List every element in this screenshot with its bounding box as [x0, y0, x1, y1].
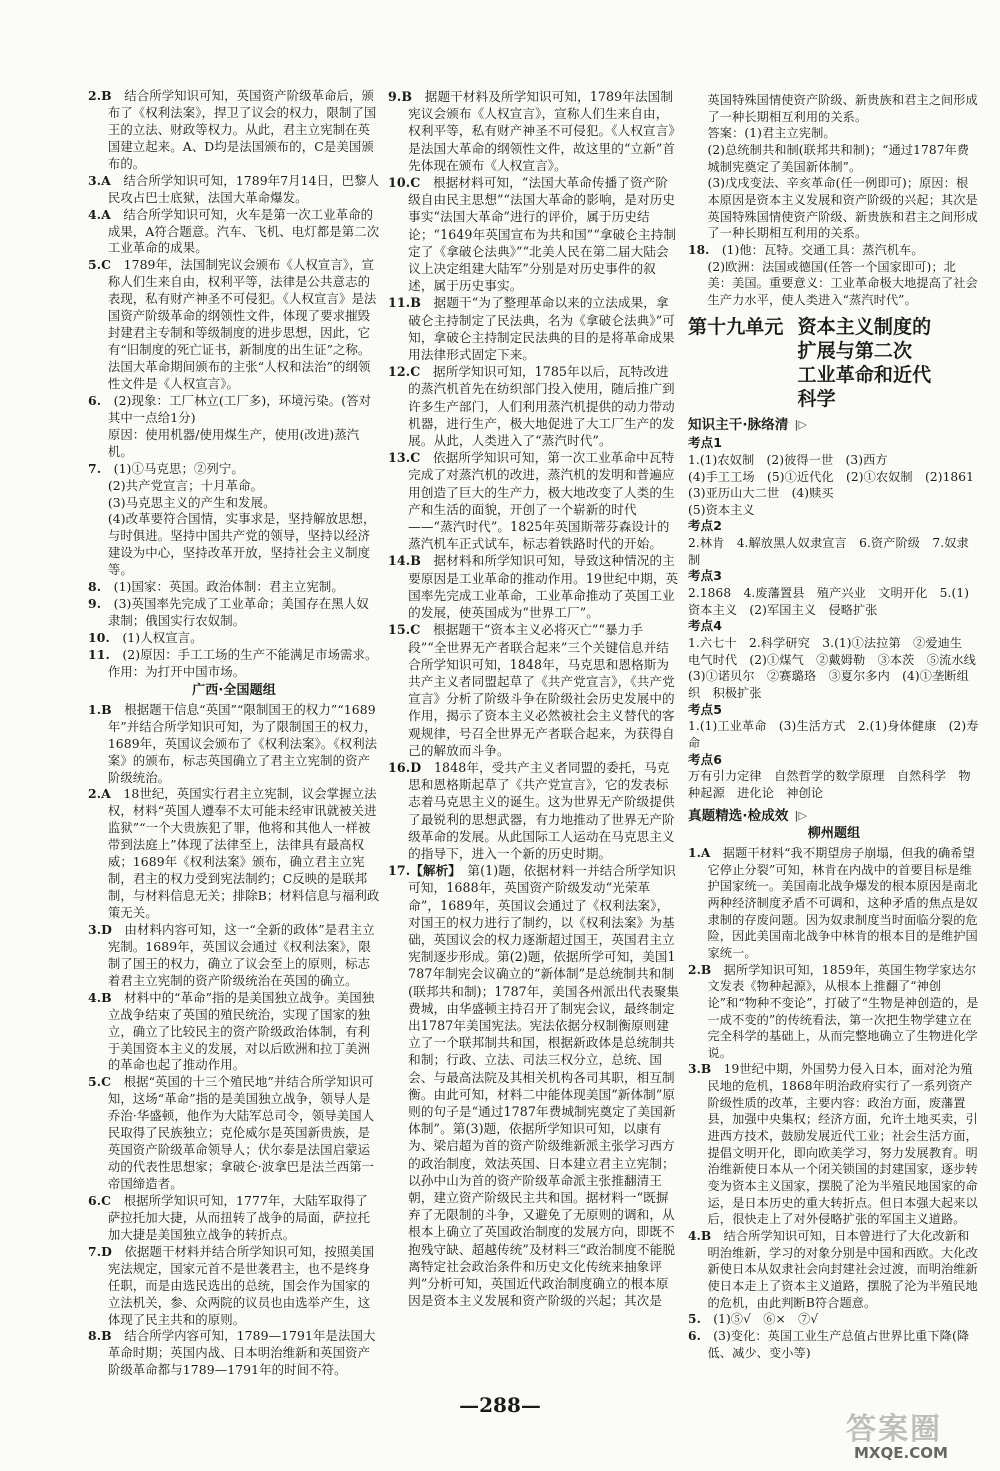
- question-number: 9.: [88, 596, 102, 612]
- answer-text: 结合所学内容可知，1789—1791年是法国大革命时期；英国内战、日本明治维新和英国资产阶级革命都与1789—1791年的时间不符。: [107, 1328, 376, 1378]
- question-number: 1.A: [688, 845, 711, 860]
- section-title: 知识主干·脉络清: [688, 416, 789, 433]
- answer-text: 结合所学知识可知，火车是第一次工业革命的成果，A符合题意。汽车、飞机、电灯都是第二次工业革命的成果。: [107, 206, 380, 256]
- answer-paragraph: [688, 1328, 980, 1361]
- question-number: 15.C: [388, 622, 421, 638]
- answer-text: 答案：(1)君主立宪制。: [707, 126, 836, 141]
- answer-text: 1789年，法国制宪议会颁布《人权宣言》，宣称人们生来自由，权利平等，法律是公共意志的表现，私有财产神圣不可侵犯。《人权宣言》是法国资产阶级革命的纲领性文件，体现了要求摧毁封建君主专制和等级制度的进步思想，因此，它有“旧制度的死亡证书，新制度的出生证”之称。法国大革命期间颁布的主张“人权和法治”的纲领性文件是《人权宣言》。: [107, 257, 377, 391]
- answer-text: 由材料内容可知，这一“全新的政体”是君主立宪制。1689年，英国议会通过《权利法案》，限制了国王的权力，确立了议会至上的原则，标志着君主立宪制的资产阶级统治在英国的确立。: [107, 921, 375, 988]
- question-number: 2.B: [688, 962, 712, 977]
- question-number: 11.: [88, 646, 110, 662]
- question-number: 10.: [88, 630, 110, 645]
- question-number: 4.A: [88, 206, 111, 222]
- answer-paragraph: [88, 1328, 380, 1379]
- question-number: 9.B: [388, 89, 413, 104]
- question-number: 3.B: [688, 1062, 712, 1077]
- key-point-answers: 万有引力定律 自然哲学的数学原理 自然科学 物种起源 进化论 神创论: [688, 769, 971, 800]
- key-point-label: 考点3: [688, 568, 722, 584]
- answer-text: 原因：使用机器/使用煤生产，使用(改进)蒸汽机。: [107, 426, 360, 459]
- watermark-text: 答案圈: [846, 1412, 942, 1447]
- answer-paragraph: [88, 88, 380, 173]
- answer-text: 1848年，受共产主义者同盟的委托，马克思和恩格斯起草了《共产党宣言》，它的发表标志着马克思主义的诞生。这为世界无产阶级提供了最锐利的思想武器，有力地推动了世界无产阶级革命的发展。从此国际工人运动在马克思主义的指导下，进入一个新的历史时期。: [408, 759, 675, 861]
- question-number: 5.C: [88, 1074, 112, 1090]
- answer-paragraph: [688, 1311, 980, 1328]
- answer-text: (1)人权宣言。: [122, 630, 203, 645]
- answer-continuation: [688, 92, 980, 309]
- key-point-answers: (5)资本主义: [688, 502, 755, 517]
- question-number: 8.: [88, 579, 102, 595]
- answer-paragraph: [88, 173, 380, 207]
- answer-text: 结合所学知识可知，日本曾进行了大化改新和明治维新，学习的对象分别是中国和西欧。大化改新使日本从奴隶社会向封建社会过渡，而明治维新使日本走上了资本主义道路，摆脱了沦为半殖民地的危机，由此判断B符合题意。: [707, 1229, 978, 1310]
- answer-text: 据所学知识可知，1785年以后，瓦特改进的蒸汽机首先在纺织部门投入使用，随后推广到许多生产部门，人们利用蒸汽机提供的动力带动机器，进行生产，极大地促进了大工厂生产的发展。从此，人类进入了“蒸汽时代”。: [408, 364, 675, 449]
- section-heading-exam: [688, 808, 980, 825]
- key-point-label: 考点2: [688, 518, 722, 534]
- answer-paragraph: [388, 174, 680, 294]
- column-left: [88, 88, 380, 1379]
- answer-paragraph: [388, 294, 680, 363]
- answer-paragraph: [88, 427, 380, 461]
- answer-text: 根据题干信息“英国”“限制国王的权力”“1689年”并结合所学知识可知，为了限制国王的权力，1689年，英国议会颁布了《权利法案》。《权利法案》的颁布，标志英国确立了君主立宪制的资产阶级统治。: [107, 701, 378, 785]
- arrow-icon: |▷: [794, 417, 808, 431]
- answer-paragraph: [688, 142, 980, 175]
- watermark-url: MXQE.COM: [854, 1444, 948, 1462]
- answer-paragraph: [88, 1244, 380, 1329]
- key-point-answers: (4)手工工场 (5)①近代化 (2)①农奴制 (2)1861 (3)亚历山大二世 (4)赎买: [688, 469, 987, 501]
- answer-paragraph: [88, 647, 380, 681]
- question-number: 12.C: [388, 364, 421, 380]
- answer-text: (2)欧洲：法国或德国(任答一个国家即可)；北美：美国。重要意义：工业革命极大地提高了社会生产力水平，使人类进入“蒸汽时代”。: [707, 259, 978, 307]
- answer-paragraph: [88, 990, 380, 1075]
- unit-number: 第十九单元: [688, 315, 784, 338]
- answer-text: (2)现象：工厂林立(工厂多)，环境污染。(答对其中一点给1分): [107, 392, 372, 425]
- question-number: 3.D: [88, 921, 112, 937]
- answer-text: (3)英国率先完成了工业革命；美国存在黑人奴隶制；俄国实行农奴制。: [107, 596, 369, 629]
- key-point-answers: 2.林肯 4.解放黑人奴隶宣言 6.资产阶级 7.奴隶制: [688, 536, 969, 567]
- section-title: 真题精选·检成效: [688, 807, 789, 824]
- answer-paragraph: [388, 363, 680, 449]
- answer-paragraph: [88, 630, 380, 647]
- question-number: 4.B: [688, 1229, 712, 1244]
- answer-text: 据题干“为了整理革命以来的立法成果，拿破仑主持制定了民法典，名为《拿破仑法典》”可知，拿破仑主持制定民法典的目的是将革命成果用法律形式固定下来。: [408, 295, 675, 363]
- answer-text: 结合所学知识可知，英国资产阶级革命后，颁布了《权利法案》，捍卫了议会的权力，限制了国王的立法、财政等权力。从此，君主立宪制在英国建立起来。A、D均是法国颁布的，C是美国颁布的。: [107, 88, 377, 171]
- answer-text: (1)①马克思；②列宁。: [113, 460, 244, 476]
- answer-text: 据所学知识可知，1859年，英国生物学家达尔文发表《物种起源》，从根本上推翻了“神创论”和“物种不变论”，打破了“生物是神创造的，是一成不变的”的传统看法，第一次把生物学建立在完全科学的基础上，从而完整地确立了生物进化学说。: [707, 962, 979, 1060]
- question-number: 8.B: [88, 1328, 112, 1344]
- key-point-answers: 1.六七十 2.科学研究 3.(1)①法拉第 ②爱迪生 电气时代 (2)①煤气 ②戴姆勒 ③本茨 ⑤流水线 (3)①诺贝尔 ②赛璐珞 ③夏尔多内 (4)①垄断组织 积极扩张: [688, 636, 989, 701]
- answer-text: 第(1)题，依据材料一并结合所学知识可知，1688年，英国资产阶级发动“光荣革命”，1689年，英国议会通过了《权利法案》，对国王的权力进行了制约，以《权利法案》为基础，英国议会的权力逐渐超过国王，英国君主立宪制逐步形成。第(2)题，依据所学可知，美国1787年制宪会议确立的“新体制”是总统制共和制(联邦共和制)；1787年，美国各州派出代表聚集费城，由华盛顿主持召开了制宪会议，最终制定出1787年美国宪法。宪法依据分权制衡原则建立了一个联邦制共和国，根据新政体是总统制共和制；行政、立法、司法三权分立，总统、国会、与最高法院及其相关机构各司其职，相互制衡。由此可知，材料二中能体现美国“新体制”原则的句子是“通过1787年费城制宪奠定了美国新体制”。第(3)题，依据所学知识可知，以康有为、梁启超为首的资产阶级维新派主张学习西方的政治制度，效法英国、日本建立君主立宪制；以孙中山为首的资产阶级革命派主张推翻清王朝，建立资产阶级民主共和国。据材料一“既摒弃了无限制的斗争，又避免了无原则的调和，从根本上确立了英国政治制度的发展方向，即既不抱残守缺、超越传统”及材料三“政治制度不能脱离特定社会政治条件和历史文化传统来抽象评判”分析可知，英国近代政治制度确立的根本原因是资本主义发展和资产阶级的兴起；其次是: [408, 863, 680, 1309]
- answer-paragraph: [88, 596, 380, 630]
- answer-text: (4)改革要符合国情，实事求是，坚持解放思想，与时俱进。坚持中国共产党的领导，坚持以经济建设为中心，坚持改革开放，坚持社会主义制度等。: [107, 511, 376, 578]
- key-point-label: 考点6: [688, 751, 722, 767]
- unit-title: [798, 315, 932, 411]
- unit-heading: [688, 315, 980, 411]
- answer-text: 18世纪，英国实行君主立宪制，议会掌握立法权，材料“英国人遵奉不太可能未经审讯就被关进监狱”“一个大贵族犯了罪，他将和其他人一样被带到法庭上”体现了法律至上，法律具有最高权威；1689年《权利法案》颁布，确立君主立宪制，君主的权力受到宪法制约；C反映的是联邦制，与材料信息无关；排除B；材料信息与福利政策无关。: [107, 786, 380, 920]
- answer-text: 据题干材料“我不期望房子崩塌，但我的确希望它停止分裂”可知，林肯在内战中的首要目标是维护国家统一。美国南北战争爆发的根本原因是南北两种经济制度矛盾不可调和，这种矛盾的焦点是奴隶制的存废问题。因为奴隶制度当时面临分裂的危险，因此美国南北战争中林肯的根本目的是维护国家统一。: [707, 845, 978, 960]
- unit-title-line: 扩展与第二次: [797, 339, 913, 362]
- answer-paragraph: [388, 449, 680, 552]
- answer-text: 据材料和所学知识可知，导致这种情况的主要原因是工业革命的推动作用。19世纪中期，英国率先完成工业革命，工业革命推动了英国工业的发展，使英国成为“世界工厂”。: [408, 553, 679, 621]
- answer-paragraph: [88, 702, 380, 787]
- answer-text: 根据“英国的十三个殖民地”并结合所学知识可知，这场“革命”指的是美国独立战争，领导人是乔治·华盛顿，他作为大陆军总司令，领导美国人民取得了民族独立；克伦威尔是英国新贵族，是英国资产阶级革命领导人；伏尔泰是法国启蒙运动的代表性思想家；拿破仑·波拿巴是法兰西第一帝国缔造者。: [107, 1074, 375, 1191]
- answer-paragraph: [88, 257, 380, 393]
- answer-text: 材料中的“革命”指的是美国独立战争。美国独立战争结束了英国的殖民统治，实现了国家的独立，确立了比较民主的资产阶级政治体制，有利于美国资本主义的发展，对以后欧洲和拉丁美洲的革命也起了推动作用。: [107, 989, 375, 1073]
- exam-answers: [688, 845, 980, 1361]
- question-number: 5.C: [88, 257, 112, 273]
- key-point-answers: 2.1868 4.废藩置县 殖产兴业 文明开化 5.(1)资本主义 (2)军国主义 侵略扩张: [688, 586, 970, 617]
- answer-text: (2)共产党宣言；十月革命。: [107, 477, 264, 493]
- key-point-answers: 1.(1)农奴制 (2)彼得一世 (3)西方: [688, 452, 888, 467]
- page-number: —288—: [459, 1393, 541, 1417]
- answer-text: 19世纪中期，外国势力侵入日本，面对沦为殖民地的危机，1868年明治政府实行了一系列资产阶级性质的改革，主要内容：政治方面，废藩置县，加强中央集权；经济方面，允许土地买卖，引进西方技术，鼓励发展近代工业；社会生活方面，提倡文明开化，即向欧美学习，努力发展教育。明治维新使日本从一个闭关锁国的封建国家，逐步转变为资本主义国家，摆脱了沦为半殖民地国家的命运，是日本历史的重大转折点。但日本强大起来以后，很快走上了对外侵略扩张的军国主义道路。: [707, 1062, 978, 1227]
- answer-paragraph: [88, 786, 380, 922]
- key-point-label: 考点5: [688, 701, 722, 717]
- group-heading: 广西·全国题组: [192, 682, 276, 698]
- answer-text: 根据材料可知，“法国大革命传播了资产阶级自由民主思想”“法国大革命的影响，是对历史事实“法国大革命”进行的评价，属于历史结论；“1649年英国宣布为共和国”“拿破仑主持制定了《拿破仑法典》”“北美人民在第二届大陆会议上决定组建大陆军”分别是对历史事件的叙述，属于历史事实。: [408, 175, 677, 294]
- watermark-logo: [846, 1404, 996, 1464]
- answer-paragraph: [688, 92, 980, 125]
- key-point-label: 考点4: [688, 618, 722, 634]
- question-number: 3.A: [88, 172, 111, 188]
- answer-paragraph: [88, 579, 380, 596]
- answer-paragraph: [88, 922, 380, 990]
- question-number: 7.: [88, 460, 102, 476]
- question-number: 4.B: [88, 989, 112, 1005]
- key-point-label: 考点1: [688, 435, 722, 451]
- answer-paragraph: [88, 393, 380, 427]
- question-number: 18.: [688, 242, 710, 257]
- answer-paragraph: [88, 207, 380, 258]
- answer-paragraph: [88, 511, 380, 579]
- question-number: 11.B: [388, 295, 421, 311]
- answer-paragraph: [388, 621, 680, 759]
- answer-text: (3)戊戌变法、辛亥革命(任一例即可)；原因：根本原因是资本主义发展和资产阶级的兴起；其次是英国特殊国情使资产阶级、新贵族和君主之间形成了一种长期相互利用的关系。: [707, 176, 978, 241]
- answer-paragraph: [688, 845, 980, 962]
- question-number: 14.B: [388, 553, 421, 569]
- question-number: 7.D: [88, 1243, 112, 1259]
- answer-text: 据题干材料及所学知识可知，1789年法国制宪议会颁布《人权宣言》，宣称人们生来自由，权利平等，私有财产神圣不可侵犯。《人权宣言》是法国大革命的纲领性文件，故这里的“立新”首先体现在颁布《人权宣言》。: [408, 89, 676, 173]
- answer-paragraph: [688, 125, 980, 142]
- column-middle: [388, 88, 680, 1309]
- answer-text: 英国特殊国情使资产阶级、新贵族和君主之间形成了一种长期相互利用的关系。: [707, 93, 978, 124]
- answer-paragraph: [688, 175, 980, 242]
- answer-paragraph: [388, 88, 680, 174]
- answer-paragraph: [688, 242, 980, 259]
- question-number: 16.D: [388, 759, 422, 775]
- answer-text: 依据题干材料并结合所学知识可知，按照美国宪法规定，国家元首不是世袭君主，也不是终身任职，而是由选民选出的总统，国会作为国家的立法机关，参、众两院的议员也由选举产生，这体现了民主共和的原则。: [107, 1243, 375, 1327]
- answer-paragraph: [388, 862, 680, 1309]
- question-number: 2.A: [88, 786, 111, 802]
- answer-paragraph: [88, 478, 380, 495]
- section-heading-knowledge: [688, 417, 980, 434]
- answer-paragraph: [88, 1193, 380, 1244]
- question-number: 6.: [688, 1328, 701, 1343]
- answer-text: (1)他：瓦特。交通工具：蒸汽机车。: [721, 242, 924, 257]
- answer-text: (2)原因：手工工场的生产不能满足市场需求。作用：为打开中国市场。: [107, 646, 378, 679]
- answer-paragraph: [688, 259, 980, 309]
- answer-text: (1)⑤√ ⑥× ⑦√: [713, 1312, 819, 1327]
- group-heading: 柳州题组: [807, 826, 861, 842]
- answer-text: (3)变化：英国工业生产总值占世界比重下降(降低、减少、变小等): [707, 1328, 970, 1360]
- answer-text: (2)总统制共和制(联邦共和制)；“通过1787年费城制宪奠定了美国新体制”。: [707, 142, 970, 174]
- answer-paragraph: [688, 1061, 980, 1228]
- answer-paragraph: [88, 495, 380, 512]
- answer-text: 依据所学知识可知，第一次工业革命中瓦特完成了对蒸汽机的改进，蒸汽机的发明和普遍应用创造了巨大的生产力，极大地改变了人类的生产和生活的面貌，开创了一个崭新的时代——“蒸汽时代”。1825年英国斯蒂芬森设计的蒸汽机车正式试车，标志着铁路时代的开始。: [408, 450, 675, 552]
- question-number: 13.C: [388, 450, 421, 466]
- answer-paragraph: [388, 759, 680, 862]
- question-number: 2.B: [88, 88, 112, 103]
- question-number: 6.: [88, 392, 102, 408]
- unit-title-line: 工业革命和近代: [797, 363, 932, 386]
- answer-paragraph: [88, 461, 380, 478]
- knowledge-points: [688, 435, 989, 801]
- answer-paragraph: [388, 552, 680, 621]
- answer-text: (3)马克思主义的产生和发展。: [107, 494, 276, 510]
- question-number: 17.【解析】: [388, 863, 455, 879]
- question-number: 1.B: [88, 701, 112, 717]
- answer-paragraph: [688, 1228, 980, 1311]
- answer-text: 根据所学知识可知，1777年，大陆军取得了萨拉托加大捷，从而扭转了战争的局面，萨拉托加大捷是美国独立战争的转折点。: [107, 1192, 371, 1242]
- answer-text: 结合所学知识可知，1789年7月14日，巴黎人民攻占巴士底狱，法国大革命爆发。: [107, 172, 380, 205]
- question-number: 5.: [688, 1312, 701, 1327]
- answer-paragraph: [688, 962, 980, 1062]
- unit-title-line: 科学: [797, 387, 836, 410]
- unit-title-line: 资本主义制度的: [797, 315, 932, 338]
- arrow-icon: |▷: [794, 808, 808, 822]
- column-right: [688, 92, 989, 1361]
- answer-text: 根据题干“资本主义必将灭亡”“暴力手段”“全世界无产者联合起来”三个关键信息并结合所学知识可知，1848年，马克思和恩格斯为共产主义者同盟起草了《共产党宣言》，《共产党宣言》分析了阶级斗争在阶级社会历史发展中的作用，揭示了资本主义必然被社会主义替代的客观规律，号召全世界无产者联合起来，为获得自己的解放而斗争。: [408, 622, 675, 758]
- question-number: 6.C: [88, 1192, 112, 1208]
- answer-text: (1)国家：英国。政治体制：君主立宪制。: [113, 579, 344, 595]
- key-point-answers: 1.(1)工业革命 (3)生活方式 2.(1)身体健康 (2)寿命: [688, 719, 979, 750]
- question-number: 10.C: [388, 175, 421, 191]
- answer-paragraph: [88, 1074, 380, 1193]
